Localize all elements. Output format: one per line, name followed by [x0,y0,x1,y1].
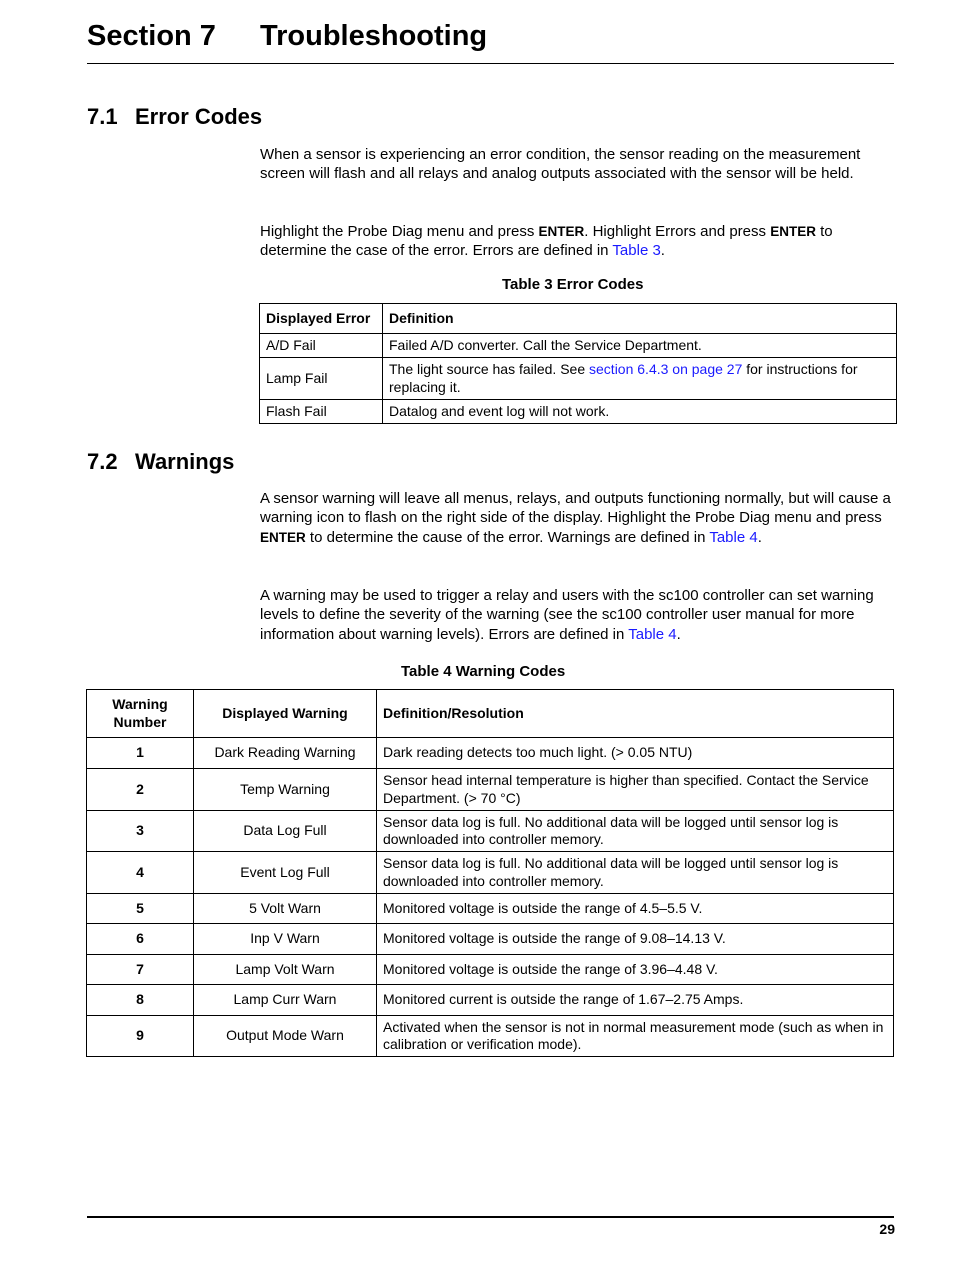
warning-number-cell: 4 [87,852,194,894]
column-header: Definition/Resolution [377,690,894,738]
error-cell: Flash Fail [260,400,383,424]
table-row [87,811,894,852]
table-row [87,985,894,1016]
table-row [87,924,894,955]
warning-name-cell: Data Log Full [194,811,377,852]
warning-name-cell: Dark Reading Warning [194,738,377,769]
definition-cell: Failed A/D converter. Call the Service Department. [383,334,897,358]
warning-intro-paragraph: A sensor warning will leave all menus, relays, and outputs functioning normally, but will cause a warning icon to flash on the right side of the display. Highlight the Probe Diag menu and press ENTER to determine the cause of the error. Warnings are defined in Table 4. [260,490,891,546]
warning-number-cell: 7 [87,955,194,985]
warning-number-cell: 5 [87,894,194,924]
definition-cell: Activated when the sensor is not in normal measurement mode (such as when in calibration or verification mode). [377,1016,894,1057]
warning-number-cell: 2 [87,769,194,811]
definition-cell: Sensor data log is full. No additional data will be logged until sensor log is downloaded into controller memory. [377,852,894,894]
table-header-row [87,690,894,738]
table4-link[interactable]: Table 4 [628,625,677,643]
warning-name-cell: Event Log Full [194,852,377,894]
table-row [260,400,897,424]
heading-warnings [87,449,234,475]
warning-number-cell: 1 [87,738,194,769]
column-header: Warning Number [87,690,194,738]
heading-error-codes [87,104,262,130]
table-row [87,852,894,894]
warning-number-cell: 6 [87,924,194,955]
table-row [87,955,894,985]
enter-key: ENTER [770,224,816,239]
warning-name-cell: Lamp Curr Warn [194,985,377,1016]
section-number: Section 7 [87,20,216,52]
warning-number-cell: 3 [87,811,194,852]
table3-caption: Table 3 Error Codes [502,276,644,293]
warning-name-cell: Output Mode Warn [194,1016,377,1057]
table-row [87,894,894,924]
definition-cell: Monitored voltage is outside the range of 9.08–14.13 V. [377,924,894,955]
enter-key: ENTER [260,529,306,545]
definition-cell: The light source has failed. See section 6.4.3 on page 27 for instructions for replacing it. [383,358,897,400]
error-instructions-paragraph: Highlight the Probe Diag menu and press ENTER. Highlight Errors and press ENTER to determine the case of the error. Errors are defined in Table 3. [260,223,833,260]
section-name: Troubleshooting [260,20,488,52]
column-header: Displayed Warning [194,690,377,738]
table4-caption: Table 4 Warning Codes [401,663,566,680]
heading-number: 7.2 [87,449,118,474]
heading-number: 7.1 [87,104,118,129]
definition-cell: Sensor head internal temperature is higher than specified. Contact the Service Department. (> 70 °C) [377,769,894,811]
warning-number-cell: 9 [87,1016,194,1057]
header-rule [87,63,894,64]
table-row [87,769,894,811]
error-codes-table [259,303,897,424]
heading-text: Error Codes [135,104,263,129]
table-row [260,358,897,400]
definition-cell: Sensor data log is full. No additional data will be logged until sensor log is downloaded into controller memory. [377,811,894,852]
definition-cell: Monitored voltage is outside the range of 4.5–5.5 V. [377,894,894,924]
column-header: Displayed Error [260,304,383,334]
error-intro-paragraph: When a sensor is experiencing an error condition, the sensor reading on the measurement screen will flash and all relays and analog outputs associated with the sensor will be held. [260,146,861,183]
definition-cell: Monitored current is outside the range of 1.67–2.75 Amps. [377,985,894,1016]
table-header-row [260,304,897,334]
warning-codes-table [86,689,894,1057]
table-row [87,738,894,769]
heading-text: Warnings [135,449,235,474]
warning-name-cell: 5 Volt Warn [194,894,377,924]
definition-cell: Dark reading detects too much light. (> 0.05 NTU) [377,738,894,769]
error-cell: Lamp Fail [260,358,383,400]
table4-link[interactable]: Table 4 [709,528,758,546]
error-cell: A/D Fail [260,334,383,358]
warning-name-cell: Temp Warning [194,769,377,811]
warning-levels-paragraph: A warning may be used to trigger a relay and users with the sc100 controller can set warning levels to define the severity of the warning (see the sc100 controller user manual for more information about warning levels). Errors are defined in Table 4. [260,587,874,643]
section-title [87,20,487,53]
definition-cell: Monitored voltage is outside the range of 3.96–4.48 V. [377,955,894,985]
enter-key: ENTER [538,224,585,239]
warning-name-cell: Inp V Warn [194,924,377,955]
definition-cell: Datalog and event log will not work. [383,400,897,424]
section-link[interactable]: section 6.4.3 on page 27 [589,361,743,377]
warning-name-cell: Lamp Volt Warn [194,955,377,985]
table-row [260,334,897,358]
table-row [87,1016,894,1057]
warning-number-cell: 8 [87,985,194,1016]
column-header: Definition [383,304,897,334]
table3-link[interactable]: Table 3 [612,242,661,260]
page-number: 29 [879,1221,895,1237]
footer-rule [87,1216,894,1218]
